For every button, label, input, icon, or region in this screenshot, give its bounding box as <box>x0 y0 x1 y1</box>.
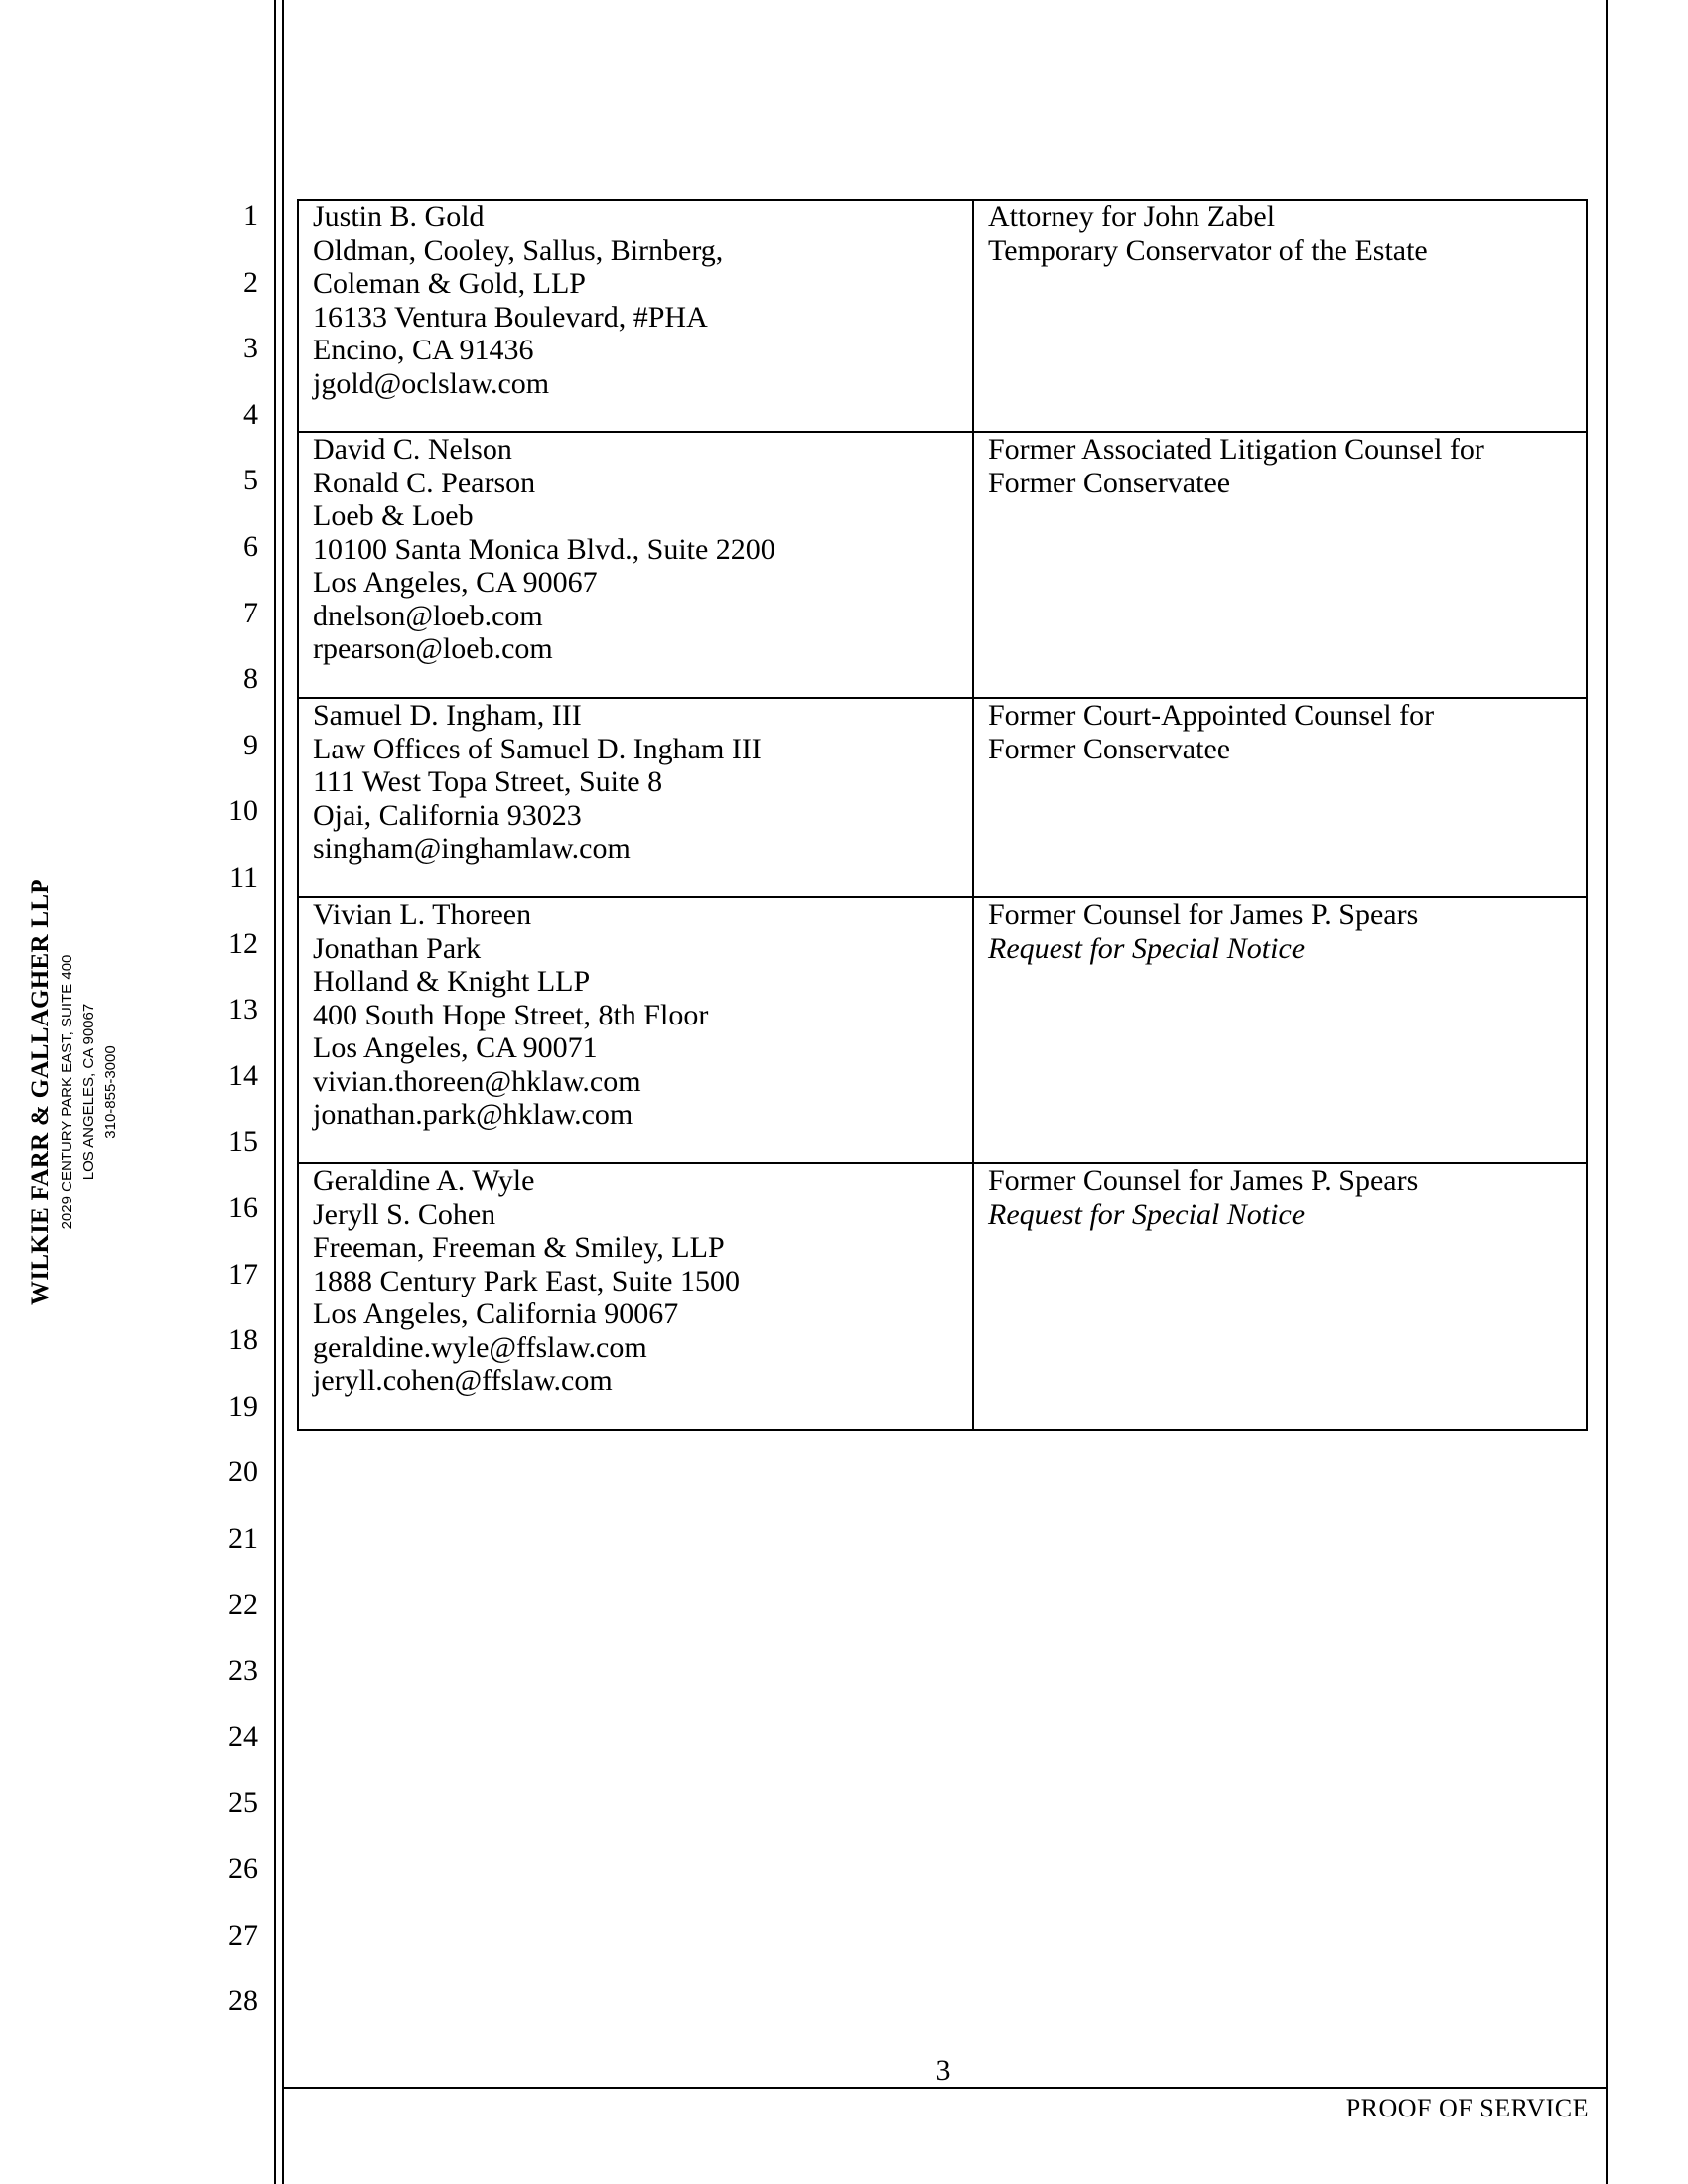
role-line: Former Counsel for James P. Spears <box>988 898 1419 931</box>
line-number: 10 <box>228 794 258 828</box>
party-line: Los Angeles, CA 90071 <box>313 1031 598 1064</box>
party-line: Justin B. Gold <box>313 201 485 233</box>
firm-name: WILKIE FARR & GALLAGHER LLP <box>27 879 54 1305</box>
party-cell <box>298 897 973 1163</box>
line-number: 25 <box>228 1786 258 1820</box>
party-line: jonathan.park@hklaw.com <box>313 1098 633 1131</box>
party-line: jeryll.cohen@ffslaw.com <box>313 1364 613 1397</box>
party-line: Coleman & Gold, LLP <box>313 267 586 300</box>
party-line: Ronald C. Pearson <box>313 466 536 499</box>
party-cell <box>298 698 973 897</box>
party-line: Holland & Knight LLP <box>313 965 591 998</box>
party-line: rpearson@loeb.com <box>313 632 553 665</box>
line-number: 21 <box>228 1522 258 1555</box>
firm-address: 2029 CENTURY PARK EAST, SUITE 400 <box>59 954 75 1230</box>
party-cell <box>298 1163 973 1430</box>
service-entry-row <box>298 432 1587 698</box>
party-line: David C. Nelson <box>313 433 512 466</box>
party-line: Ojai, California 93023 <box>313 798 582 832</box>
left-margin-rule-outer <box>274 0 276 2184</box>
party-cell <box>298 200 973 432</box>
footer-title: PROOF OF SERVICE <box>1345 2094 1589 2122</box>
party-line: vivian.thoreen@hklaw.com <box>313 1064 641 1098</box>
party-line: 16133 Ventura Boulevard, #PHA <box>313 300 708 334</box>
party-line: Los Angeles, CA 90067 <box>313 566 598 599</box>
role-cell <box>973 200 1587 432</box>
role-line: Attorney for John Zabel <box>988 201 1276 233</box>
line-number: 13 <box>228 993 258 1026</box>
line-numbers <box>199 0 258 2085</box>
party-line: singham@inghamlaw.com <box>313 832 631 865</box>
role-line: Former Conservatee <box>988 466 1231 499</box>
role-cell <box>973 698 1587 897</box>
party-line: Geraldine A. Wyle <box>313 1164 535 1197</box>
party-line: 1888 Century Park East, Suite 1500 <box>313 1264 740 1297</box>
line-number: 3 <box>243 332 258 365</box>
line-number: 6 <box>243 530 258 563</box>
line-number: 20 <box>228 1455 258 1489</box>
party-line: 10100 Santa Monica Blvd., Suite 2200 <box>313 532 775 566</box>
service-list-table <box>297 199 1588 1431</box>
line-number: 15 <box>228 1125 258 1159</box>
line-number: 22 <box>228 1587 258 1621</box>
service-entry-row <box>298 1163 1587 1430</box>
party-line: Freeman, Freeman & Smiley, LLP <box>313 1231 725 1264</box>
line-number: 8 <box>243 662 258 696</box>
party-line: geraldine.wyle@ffslaw.com <box>313 1330 647 1364</box>
party-line: 400 South Hope Street, 8th Floor <box>313 998 709 1031</box>
line-number: 27 <box>228 1918 258 1952</box>
role-line: Temporary Conservator of the Estate <box>988 233 1428 267</box>
role-cell <box>973 897 1587 1163</box>
special-notice-note: Request for Special Notice <box>988 931 1306 965</box>
party-line: jgold@oclslaw.com <box>313 366 550 400</box>
line-number: 19 <box>228 1389 258 1423</box>
party-line: Law Offices of Samuel D. Ingham III <box>313 732 762 765</box>
line-number: 28 <box>228 1984 258 2018</box>
party-line: Jeryll S. Cohen <box>313 1197 496 1231</box>
line-number: 2 <box>243 265 258 299</box>
party-line: Vivian L. Thoreen <box>313 898 532 931</box>
firm-info <box>25 834 164 1350</box>
line-number: 17 <box>228 1257 258 1291</box>
line-number: 16 <box>228 1191 258 1224</box>
role-line: Former Associated Litigation Counsel for <box>988 433 1484 466</box>
firm-phone: 310-855-3000 <box>102 1045 119 1139</box>
party-line: Jonathan Park <box>313 931 482 965</box>
line-number: 1 <box>243 200 258 232</box>
role-line: Former Conservatee <box>988 732 1231 765</box>
line-number: 7 <box>243 596 258 629</box>
line-number: 4 <box>243 397 258 431</box>
line-number: 5 <box>243 464 258 497</box>
line-number: 14 <box>228 1058 258 1092</box>
role-cell <box>973 1163 1587 1430</box>
line-number: 23 <box>228 1654 258 1688</box>
party-line: Samuel D. Ingham, III <box>313 699 582 732</box>
party-line: Encino, CA 91436 <box>313 334 534 366</box>
party-line: Loeb & Loeb <box>313 499 474 532</box>
line-number: 24 <box>228 1719 258 1753</box>
role-cell <box>973 432 1587 698</box>
service-entry-row <box>298 897 1587 1163</box>
right-margin-rule <box>1606 0 1608 2184</box>
line-number: 26 <box>228 1852 258 1885</box>
line-number: 18 <box>228 1323 258 1357</box>
party-line: dnelson@loeb.com <box>313 599 543 632</box>
role-line: Former Court-Appointed Counsel for <box>988 699 1435 732</box>
line-number: 12 <box>228 926 258 960</box>
line-number: 9 <box>243 728 258 761</box>
service-entry-row <box>298 200 1587 432</box>
firm-city: LOS ANGELES, CA 90067 <box>80 1003 97 1181</box>
party-cell <box>298 432 973 698</box>
page-number: 3 <box>935 2054 951 2087</box>
party-line: Los Angeles, California 90067 <box>313 1297 679 1330</box>
left-margin-rule-inner <box>282 0 284 2184</box>
party-line: 111 West Topa Street, Suite 8 <box>313 765 663 798</box>
special-notice-note: Request for Special Notice <box>988 1197 1306 1231</box>
service-entry-row <box>298 698 1587 897</box>
line-number: 11 <box>229 861 258 893</box>
party-line: Oldman, Cooley, Sallus, Birnberg, <box>313 233 724 267</box>
role-line: Former Counsel for James P. Spears <box>988 1164 1419 1197</box>
